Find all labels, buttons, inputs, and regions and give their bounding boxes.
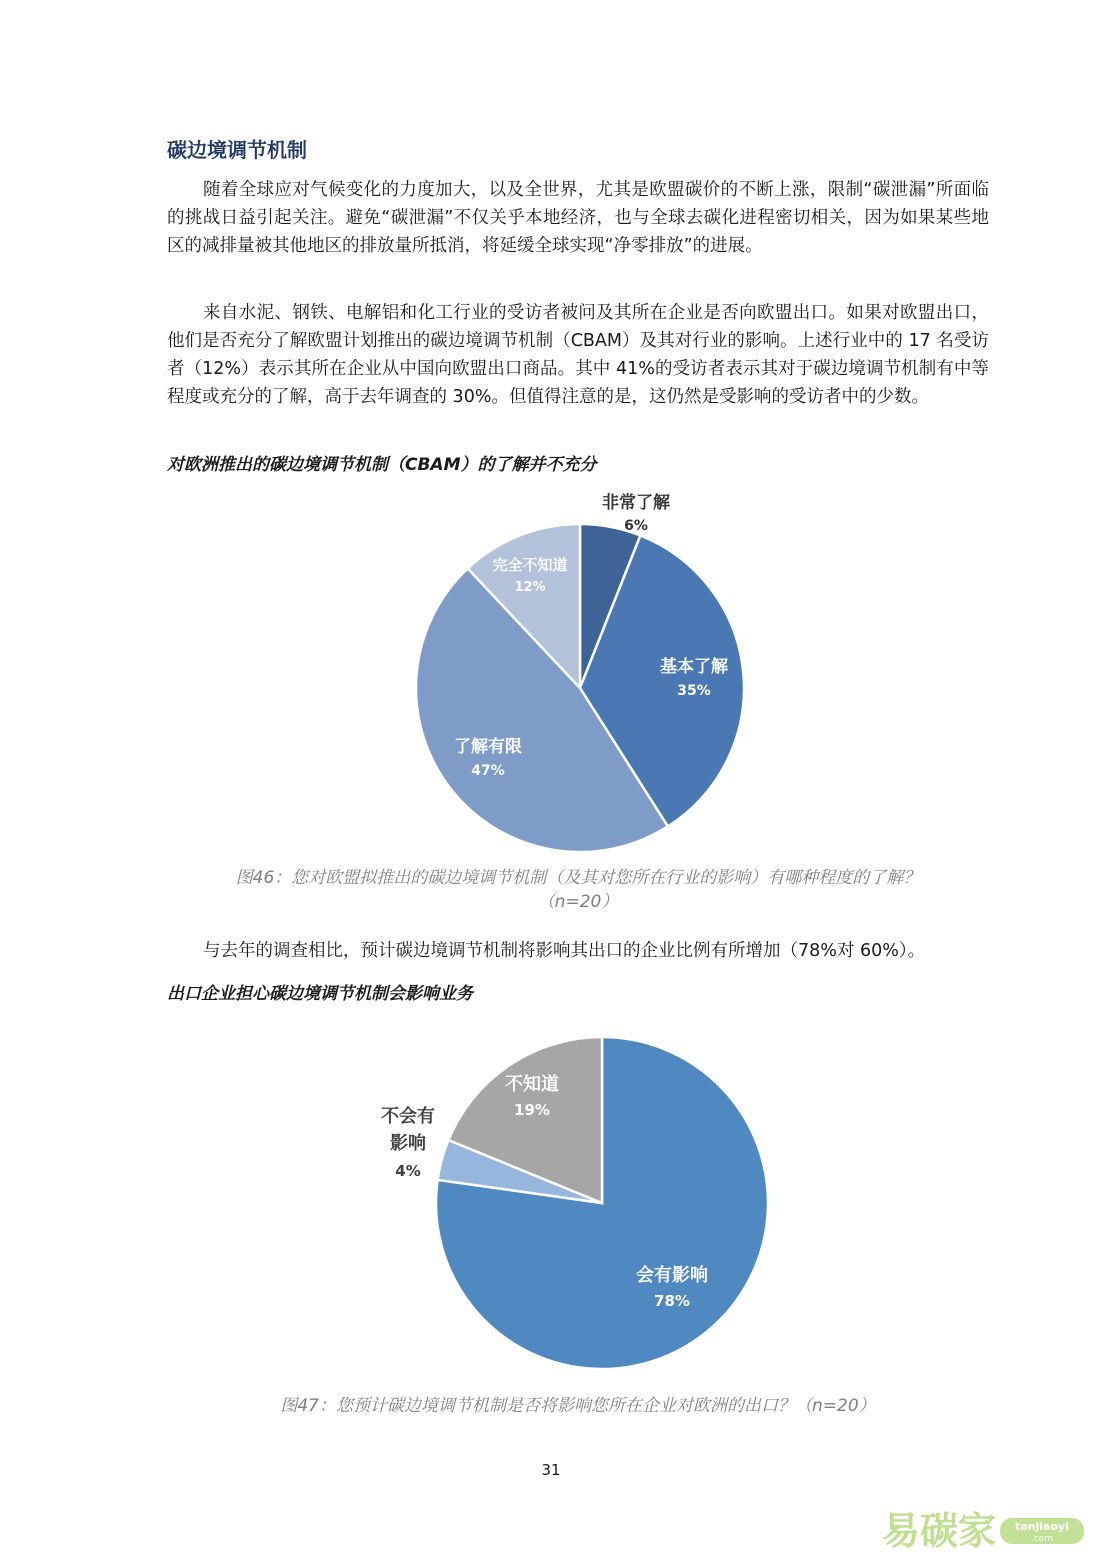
paragraph-survey-results: 来自水泥、钢铁、电解铝和化工行业的受访者被问及其所在企业是否向欧盟出口。如果对欧盟出口，他们是否充分了解欧盟计划推出的碳边境调节机制（CBAM）及其对行业的影响。上述行业中的 17 名受访者（12%）表示其所在企业从中国向欧盟出口商品。其中 41%的受访者表示其对于碳边境调节机制有中等程度或充分的了解，高于去年调查的 30%。但值得注意的是，这仍然是受影响的受访者中的少数。: [167, 303, 989, 407]
figure46-caption-line1: 图46：您对欧盟拟推出的碳边境调节机制（及其对您所在行业的影响）有哪种程度的了解？: [235, 868, 921, 888]
pie1-label-0-value: 6%: [624, 518, 648, 534]
pie2-label-0-value: 78%: [654, 1292, 690, 1310]
watermark-logo: [880, 1508, 1086, 1552]
page-number: 31: [541, 1461, 561, 1479]
pie2-label-2-value: 19%: [514, 1101, 550, 1119]
figure47-heading: 出口企业担心碳边境调节机制会影响业务: [167, 984, 473, 1004]
section-title: 碳边境调节机制: [167, 138, 307, 162]
pie1-label-0-name: 非常了解: [602, 493, 670, 513]
watermark-logo-text: 易碳家: [882, 1509, 997, 1552]
figure46-caption-line2: （n=20）: [537, 892, 619, 912]
pie1-label-1-value: 35%: [677, 683, 711, 699]
pie2-label-0-name: 会有影响: [636, 1265, 708, 1286]
pie2-label-1-name: 影响: [390, 1133, 426, 1154]
pie1-label-3-value: 12%: [514, 580, 546, 595]
watermark-domain-text: tanjiaoyi: [1015, 1520, 1069, 1533]
paragraph-comparison: 与去年的调查相比，预计碳边境调节机制将影响其出口的企业比例有所增加（78%对 60%）。: [203, 941, 926, 961]
figure47-caption: 图47：您预计碳边境调节机制是否将影响您所在企业对欧洲的出口？（n=20）: [280, 1396, 876, 1416]
pie2-label-2-name: 不知道: [505, 1074, 559, 1095]
pie2-label-1-value: 4%: [395, 1162, 421, 1180]
pie1-label-3-name: 完全不知道: [492, 556, 568, 574]
pie1-label-2-name: 了解有限: [454, 737, 522, 757]
watermark-domain-suffix: .com: [1030, 1534, 1054, 1544]
figure46-heading: 对欧洲推出的碳边境调节机制（CBAM）的了解并不充分: [167, 455, 597, 475]
paragraph-climate-leakage: 随着全球应对气候变化的力度加大，以及全世界，尤其是欧盟碳价的不断上涨，限制“碳泄漏”所面临的挑战日益引起关注。避免“碳泄漏”不仅关乎本地经济，也与全球去碳化进程密切相关，因为如果某些地区的减排量被其他地区的排放量所抵消，将延缓全球实现“净零排放”的进展。: [167, 180, 989, 256]
pie2-label-1: [381, 1105, 435, 1180]
pie2-label-1-name: 不会有: [381, 1106, 435, 1127]
pie1-label-1-name: 基本了解: [660, 657, 728, 677]
pie1-label-2-value: 47%: [471, 763, 505, 779]
